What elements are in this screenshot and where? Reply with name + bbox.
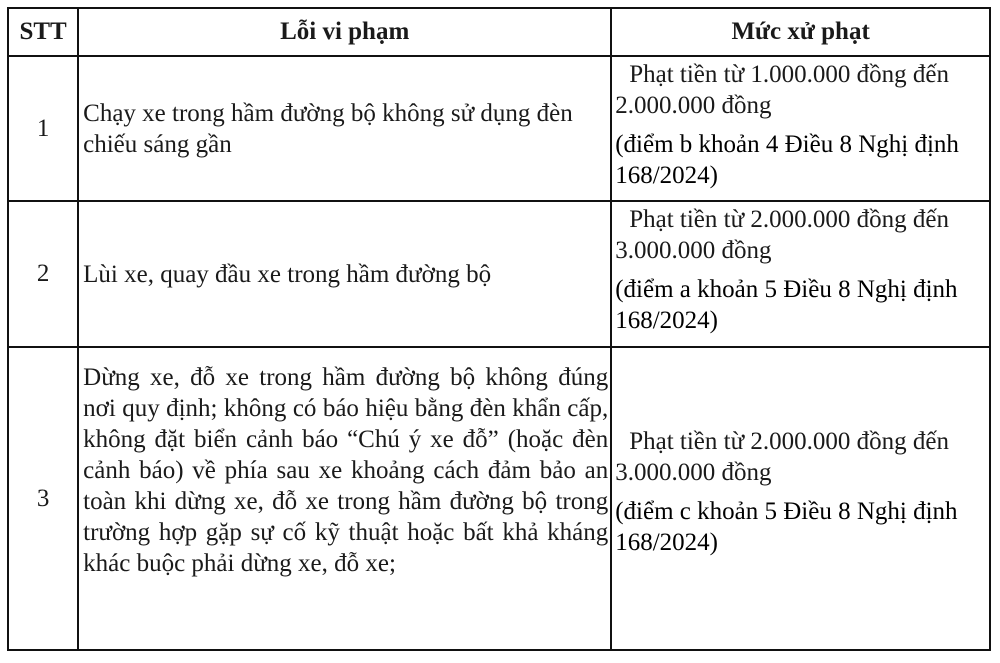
- header-stt: STT: [8, 8, 78, 56]
- violation-description: Chạy xe trong hầm đường bộ không sử dụng đèn chiếu sáng gần: [78, 56, 611, 201]
- fine-amount: Phạt tiền từ 2.000.000 đồng đến 3.000.000 đồng: [615, 427, 949, 486]
- fine-amount: Phạt tiền từ 1.000.000 đồng đến 2.000.000 đồng: [615, 61, 949, 119]
- penalty-cell: [611, 347, 990, 650]
- table-header-row: [8, 8, 990, 56]
- penalty-table: [7, 7, 991, 651]
- legal-reference: (điểm a khoản 5 Điều 8 Nghị định 168/2024): [615, 276, 958, 334]
- table-row: [8, 56, 990, 201]
- table-row: [8, 201, 990, 347]
- table-row: [8, 347, 990, 650]
- penalty-cell: [611, 56, 990, 201]
- fine-amount: Phạt tiền từ 2.000.000 đồng đến 3.000.000 đồng: [615, 206, 949, 264]
- legal-reference: (điểm b khoản 4 Điều 8 Nghị định 168/2024): [615, 131, 959, 189]
- header-violation: Lỗi vi phạm: [78, 8, 611, 56]
- violation-description: Dừng xe, đỗ xe trong hầm đường bộ không đúng nơi quy định; không có báo hiệu bằng đèn khẩn cấp, không đặt biển cảnh báo “Chú ý xe đỗ” (hoặc đèn cảnh báo) về phía sau xe khoảng cách đảm bảo an toàn khi dừng xe, đỗ xe trong hầm đường bộ trong trường hợp gặp sự cố kỹ thuật hoặc bất khả kháng khác buộc phải dừng xe, đỗ xe;: [78, 347, 611, 650]
- penalty-cell: [611, 201, 990, 347]
- legal-reference: (điểm c khoản 5 Điều 8 Nghị định 168/2024): [615, 497, 958, 556]
- row-number: 3: [8, 347, 78, 650]
- row-number: 1: [8, 56, 78, 201]
- header-penalty: Mức xử phạt: [611, 8, 990, 56]
- row-number: 2: [8, 201, 78, 347]
- violation-description: Lùi xe, quay đầu xe trong hầm đường bộ: [78, 201, 611, 347]
